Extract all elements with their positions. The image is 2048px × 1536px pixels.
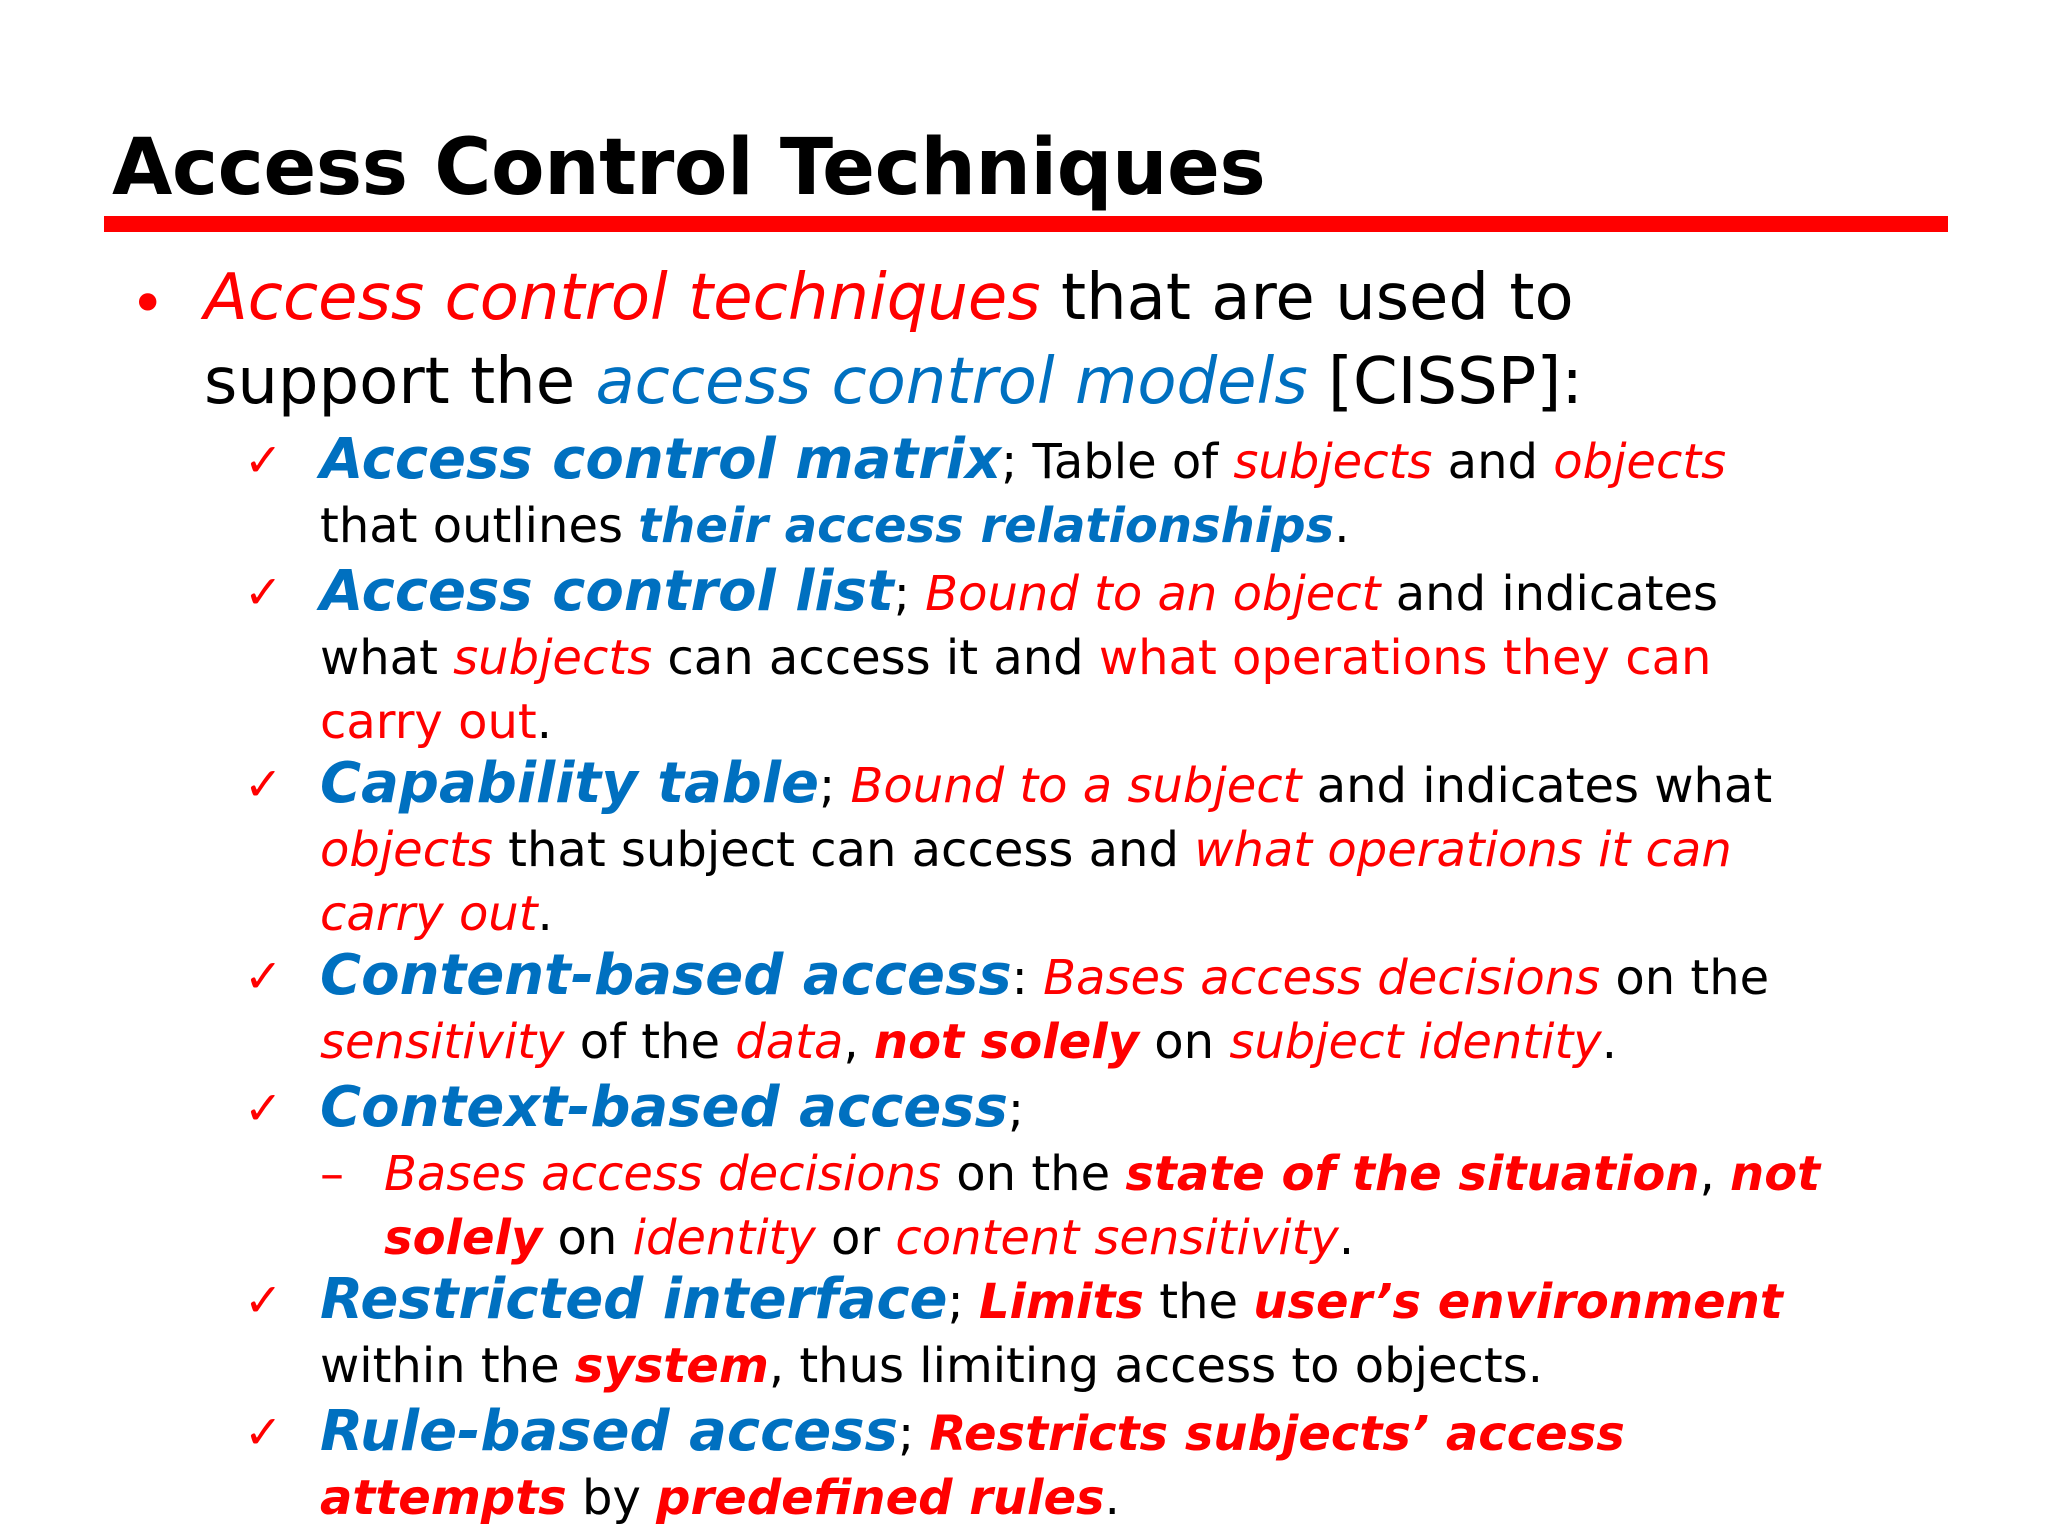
text: and indicates what	[1301, 758, 1773, 814]
text: .	[1104, 1470, 1120, 1526]
bullet-dot-icon: •	[130, 269, 166, 339]
text: within the	[320, 1338, 575, 1394]
highlight: state of the situation	[1125, 1146, 1700, 1202]
check-icon: ✓	[244, 757, 283, 811]
sub-bullet	[320, 1142, 1960, 1270]
text: what	[320, 630, 454, 686]
highlight: Bound to a subject	[850, 758, 1302, 814]
check-icon: ✓	[244, 1081, 283, 1135]
term-content-based: Content-based access	[320, 943, 1012, 1008]
term-capability: Capability table	[320, 751, 820, 816]
term-rule-based: Rule-based access	[320, 1399, 898, 1464]
intro-models: access control models	[595, 345, 1308, 419]
text: .	[1601, 1014, 1617, 1070]
text: by	[566, 1470, 657, 1526]
intro-text-3: [CISSP]:	[1307, 345, 1583, 419]
highlight: sensitivity	[320, 1014, 565, 1070]
text: on the	[941, 1146, 1126, 1202]
separator: ;	[947, 1274, 979, 1330]
highlight: data	[735, 1014, 844, 1070]
highlight: carry out	[320, 694, 537, 750]
highlight: solely	[384, 1210, 543, 1266]
highlight: what operations it can	[1194, 822, 1732, 878]
text: , thus limiting access to objects.	[768, 1338, 1543, 1394]
highlight: Bound to an object	[925, 566, 1381, 622]
highlight: not solely	[873, 1014, 1139, 1070]
text: that subject can access and	[492, 822, 1195, 878]
intro-phrase: Access control techniques	[204, 261, 1041, 335]
slide-title: Access Control Techniques	[112, 123, 1266, 213]
text: .	[536, 694, 552, 750]
separator: ;	[819, 758, 851, 814]
highlight: system	[574, 1338, 769, 1394]
separator: ;	[1007, 1082, 1025, 1138]
highlight: Limits	[978, 1274, 1144, 1330]
term-acl: Access control list	[320, 559, 894, 624]
highlight: carry out	[320, 886, 538, 942]
highlight: Bases access decisions	[1043, 950, 1601, 1006]
highlight: attempts	[320, 1470, 567, 1526]
text: and indicates	[1380, 566, 1719, 622]
text: of the	[564, 1014, 736, 1070]
text: .	[1334, 498, 1350, 554]
text: Table of	[1032, 434, 1234, 490]
separator: :	[1011, 950, 1044, 1006]
text: or	[815, 1210, 896, 1266]
check-icon: ✓	[244, 1273, 283, 1327]
title-underline	[104, 216, 1948, 232]
check-icon: ✓	[244, 949, 283, 1003]
highlight: Bases access decisions	[384, 1146, 942, 1202]
text: on	[1139, 1014, 1230, 1070]
check-icon: ✓	[244, 433, 283, 487]
text: .	[1338, 1210, 1355, 1266]
term-context-based: Context-based access	[320, 1075, 1008, 1140]
separator: ;	[893, 566, 926, 622]
term-restricted-interface: Restricted interface	[320, 1267, 948, 1332]
text: ,	[1699, 1146, 1731, 1202]
intro-text-2: support the	[204, 345, 596, 419]
highlight: subjects	[453, 630, 653, 686]
highlight: predefined rules	[656, 1470, 1105, 1526]
text: .	[537, 886, 553, 942]
term-matrix: Access control matrix	[320, 427, 1002, 492]
highlight: their access relationships	[638, 498, 1335, 554]
highlight: content sensitivity	[895, 1210, 1339, 1266]
text: can access it and	[652, 630, 1099, 686]
highlight: user’s environment	[1253, 1274, 1783, 1330]
highlight: objects	[1553, 434, 1727, 490]
highlight: identity	[632, 1210, 816, 1266]
highlight: subjects	[1233, 434, 1433, 490]
highlight: not	[1730, 1146, 1821, 1202]
dash-icon: –	[320, 1146, 344, 1202]
highlight: subject identity	[1229, 1014, 1602, 1070]
text: on the	[1600, 950, 1770, 1006]
text: on	[542, 1210, 633, 1266]
text: and	[1432, 434, 1554, 490]
text: that outlines	[320, 498, 639, 554]
highlight: objects	[320, 822, 493, 878]
check-icon: ✓	[244, 1405, 283, 1459]
intro-text-1: that are used to	[1040, 261, 1574, 335]
text: the	[1143, 1274, 1254, 1330]
text: ,	[843, 1014, 874, 1070]
check-icon: ✓	[244, 565, 283, 619]
highlight: what operations they can	[1098, 630, 1712, 686]
intro-text	[204, 256, 1904, 424]
separator: ;	[1001, 434, 1033, 490]
highlight: Restricts subjects’ access	[929, 1406, 1625, 1462]
separator: ;	[897, 1406, 930, 1462]
